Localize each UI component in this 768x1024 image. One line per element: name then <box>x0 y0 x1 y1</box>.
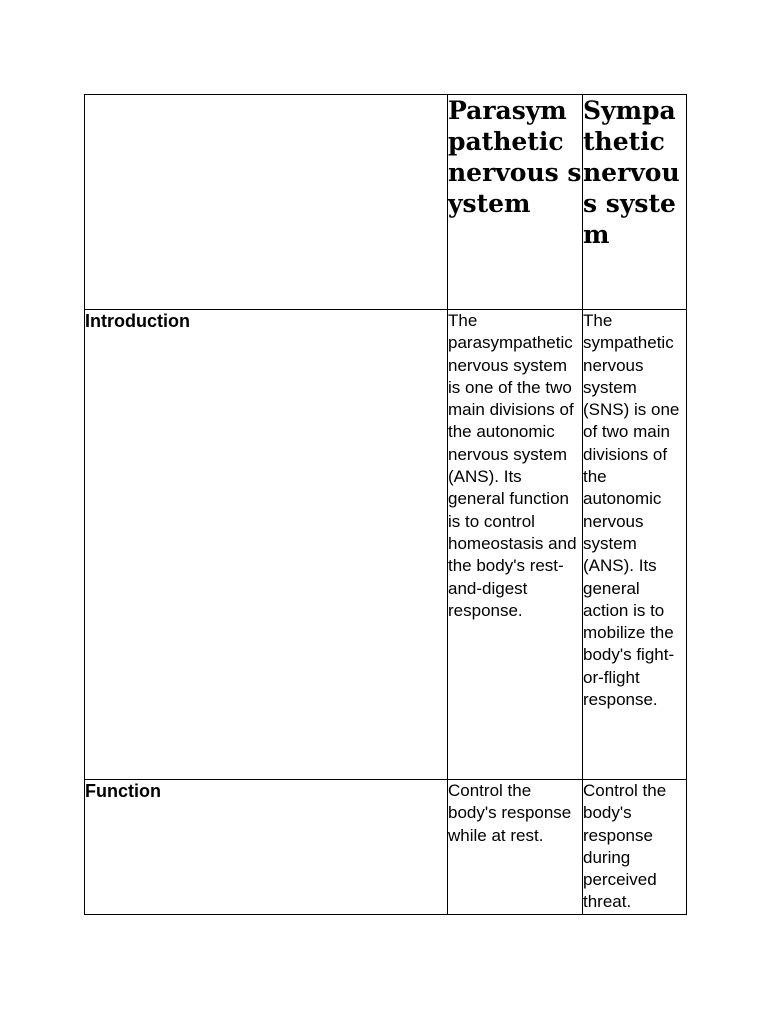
function-parasympathetic-cell: Control the body's response while at rest. <box>448 780 583 915</box>
function-sympathetic-cell: Control the body's response during perceived threat. <box>583 780 687 915</box>
row-label-introduction: Introduction <box>85 310 448 780</box>
table-row <box>85 780 687 915</box>
header-parasympathetic: Parasympathetic nervous system <box>448 95 583 310</box>
table-header-row <box>85 95 687 310</box>
comparison-table <box>84 94 687 915</box>
header-sympathetic: Sympathetic nervous system <box>583 95 687 310</box>
row-label-function: Function <box>85 780 448 915</box>
table-row <box>85 310 687 780</box>
introduction-sympathetic-cell: The sympathetic nervous system (SNS) is one of two main divisions of the autonomic nervous system (ANS). Its general action is to mobilize the body's fight-or-flight response. <box>583 310 687 780</box>
header-corner-cell <box>85 95 448 310</box>
introduction-parasympathetic-cell: The parasympathetic nervous system is one of the two main divisions of the autonomic nervous system (ANS). Its general function is to control homeostasis and the body's rest-and-digest response. <box>448 310 583 780</box>
